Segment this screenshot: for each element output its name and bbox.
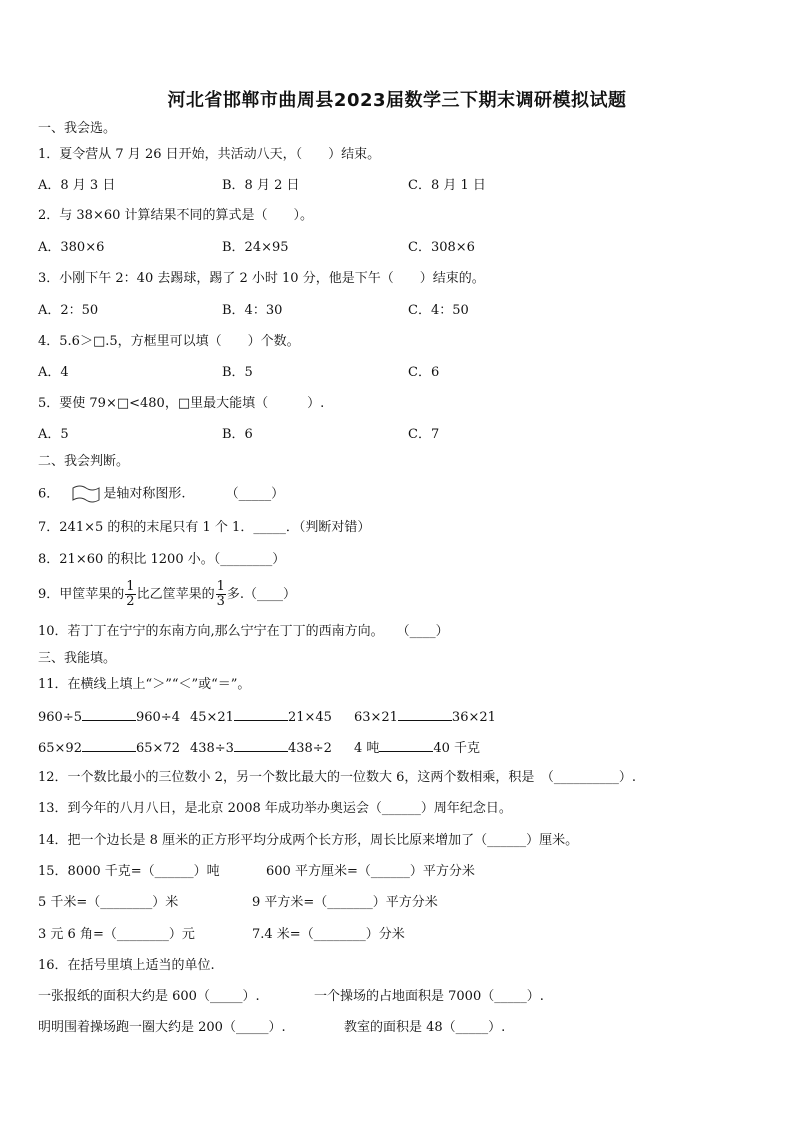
wavy-flag-icon — [71, 484, 101, 504]
section-1-heading: 一、我会选。 — [38, 121, 117, 136]
q7: 7．241×5 的积的末尾只有 1 个 1．_____．（判断对错） — [38, 520, 371, 535]
q6-text: 是轴对称图形. — [103, 486, 186, 502]
q11-row-2: 65×92 65×72 438÷3 438÷2 4 吨 40 千克 — [38, 741, 481, 756]
fraction-one-half: $\frac{1}{2}$ — [126, 579, 135, 609]
q1-stem: 1．夏令营从 7 月 26 日开始，共活动八天，（ ）结束。 — [38, 147, 381, 162]
q2-option-a: A．380×6 — [38, 240, 105, 255]
q2-stem: 2．与 38×60 计算结果不同的算式是（ ）。 — [38, 208, 314, 223]
q6-bracket: （_____） — [225, 486, 285, 502]
section-2-heading: 二、我会判断。 — [38, 454, 130, 469]
q15-b: 600 平方厘米=（______）平方分米 — [266, 864, 475, 879]
q4-stem: 4．5.6＞□.5，方框里可以填（ ）个数。 — [38, 334, 300, 349]
q9-line — [38, 580, 296, 610]
q15-d: 9 平方米=（_______）平方分米 — [252, 895, 438, 910]
q5-option-a: A．5 — [38, 427, 69, 442]
q2-option-b: B．24×95 — [222, 240, 289, 255]
q9-part1: 9．甲筐苹果的 — [38, 587, 125, 602]
q11-stem: 11．在横线上填上“＞”“＜”或“＝”。 — [38, 677, 251, 692]
fraction-one-third: $\frac{1}{3}$ — [216, 579, 225, 609]
q1-option-c: C．8 月 1 日 — [408, 178, 486, 193]
q13: 13．到今年的八月八日，是北京 2008 年成功举办奥运会（______）周年纪念日。 — [38, 801, 512, 816]
q1-option-b: B．8 月 2 日 — [222, 178, 300, 193]
q10: 10．若丁丁在宁宁的东南方向,那么宁宁在丁丁的西南方向。 （____） — [38, 624, 449, 639]
q6-line — [38, 484, 284, 505]
q4-option-c: C．6 — [408, 365, 440, 380]
q3-option-c: C．4：50 — [408, 303, 469, 318]
q3-option-a: A．2：50 — [38, 303, 99, 318]
q15-e: 3 元 6 角=（________）元 — [38, 927, 195, 942]
q8: 8．21×60 的积比 1200 小。（________） — [38, 552, 286, 567]
q9-part3: 多.（____） — [226, 587, 296, 602]
q5-option-c: C．7 — [408, 427, 440, 442]
q9-part2: 比乙筐苹果的 — [136, 587, 215, 602]
q2-option-c: C．308×6 — [408, 240, 475, 255]
q16-b: 一个操场的占地面积是 7000（_____）. — [314, 989, 544, 1004]
q4-option-a: A．4 — [38, 365, 69, 380]
q3-option-b: B．4：30 — [222, 303, 283, 318]
q5-stem: 5．要使 79×□<480，□里最大能填（ ）. — [38, 396, 325, 411]
q12: 12．一个数比最小的三位数小 2，另一个数比最大的一位数大 6，这两个数相乘，积是 （__________）. — [38, 770, 636, 785]
q16-d: 教室的面积是 48（_____）. — [344, 1020, 506, 1035]
q4-option-b: B．5 — [222, 365, 253, 380]
q16-a: 一张报纸的面积大约是 600（_____）. — [38, 989, 260, 1004]
q3-stem: 3．小刚下午 2：40 去踢球，踢了 2 小时 10 分，他是下午（ ）结束的。 — [38, 271, 485, 286]
q14: 14．把一个边长是 8 厘米的正方形平均分成两个长方形，周长比原来增加了（______）厘米。 — [38, 833, 579, 848]
q5-option-b: B．6 — [222, 427, 253, 442]
q15-a: 15．8000 千克=（______）吨 — [38, 864, 220, 879]
q16-stem: 16．在括号里填上适当的单位. — [38, 958, 215, 973]
page-title: 河北省邯郸市曲周县2023届数学三下期末调研模拟试题 — [167, 90, 627, 111]
q16-c: 明明围着操场跑一圈大约是 200（_____）. — [38, 1020, 286, 1035]
q15-f: 7.4 米=（________）分米 — [252, 927, 405, 942]
q6-number: 6． — [38, 486, 60, 502]
q11-row-1: 960÷5 960÷4 45×21 21×45 63×21 36×21 — [38, 710, 496, 725]
section-3-heading: 三、我能填。 — [38, 651, 117, 666]
q15-c: 5 千米=（________）米 — [38, 895, 179, 910]
q1-option-a: A．8 月 3 日 — [38, 178, 116, 193]
